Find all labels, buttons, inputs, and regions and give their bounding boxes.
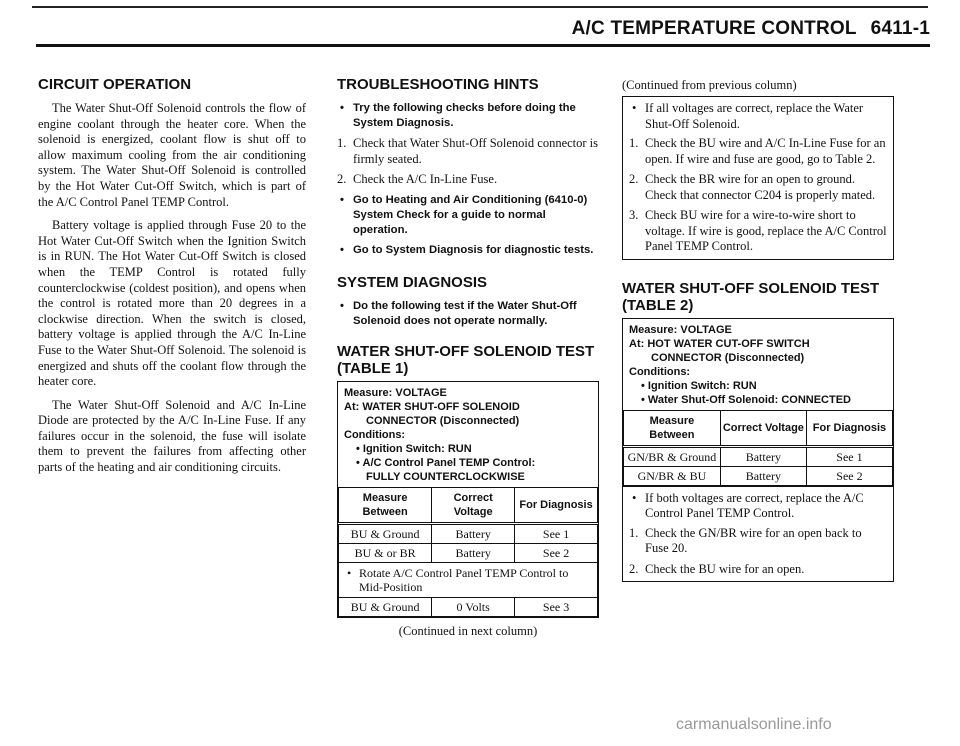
paragraph: The Water Shut-Off Solenoid and A/C In-Line Diode are protected by the A/C In-Line Fuse. If any failures occur in the solenoid, the fuse will isolate them to prevent the failures from affecting other parts of the heating and air conditioning circuits.: [38, 397, 306, 475]
watermark: carmanualsonline.info: [676, 716, 832, 733]
table1-grid: [338, 487, 598, 617]
header-correct-voltage: Correct Voltage: [720, 410, 806, 446]
page-number: 6411-1: [870, 18, 930, 39]
hint-bullet: • Try the following checks before doing the System Diagnosis.: [340, 102, 576, 129]
cell: See 2: [806, 466, 892, 485]
result-text: If all voltages are correct, replace the Water Shut-Off Solenoid.: [645, 101, 864, 131]
table-note-row: [339, 562, 598, 597]
hint-bullet: • Go to System Diagnosis for diagnostic tests.: [340, 243, 594, 256]
note-text: Rotate A/C Control Panel TEMP Control to Mid-Position: [359, 565, 569, 594]
system-diagnosis-heading: SYSTEM DIAGNOSIS: [337, 273, 488, 291]
step-item: [629, 172, 887, 203]
table2-heading: WATER SHUT-OFF SOLENOID TEST (TABLE 2): [622, 279, 880, 314]
table-row: [339, 543, 598, 562]
measure-label: Measure: VOLTAGE: [344, 386, 447, 399]
continued-prev-note: (Continued from previous column): [622, 78, 797, 92]
circuit-operation-column: [38, 76, 306, 484]
table1-heading: WATER SHUT-OFF SOLENOID TEST (TABLE 1): [337, 342, 595, 377]
step-number: 2.: [629, 561, 639, 576]
cell: Battery: [432, 523, 515, 543]
cell: BU & or BR: [339, 543, 432, 562]
step-number: 1.: [337, 136, 347, 150]
header-measure-between: Measure Between: [339, 487, 432, 523]
condition-item: • Water Shut-Off Solenoid: CONNECTED: [641, 393, 851, 406]
table2-spec: [623, 319, 893, 410]
cell: Battery: [720, 446, 806, 466]
cell: GN/BR & Ground: [624, 446, 721, 466]
header-measure-between: Measure Between: [624, 410, 721, 446]
at-label: At: HOT WATER CUT-OFF SWITCH: [629, 337, 810, 350]
test-table-2: [622, 318, 894, 583]
condition-item: FULLY COUNTERCLOCKWISE: [366, 470, 525, 483]
cell: See 3: [515, 597, 598, 616]
diagnosis-bullet: • Do the following test if the Water Shut-Off Solenoid does not operate normally.: [340, 299, 577, 327]
table-row: [624, 446, 893, 466]
connector-label: CONNECTOR (Disconnected): [651, 351, 805, 364]
diagnosis-text: Do the following test if the Water Shut-Off Solenoid does not operate normally.: [353, 299, 577, 327]
step-item: [629, 208, 887, 255]
hint-text: Go to Heating and Air Conditioning (6410-0) System Check for a guide to normal operation.: [353, 193, 588, 236]
cell: See 2: [515, 543, 598, 562]
cell: Battery: [432, 543, 515, 562]
step-number: 1.: [629, 136, 639, 150]
step-item: [629, 526, 887, 557]
table-row: [624, 466, 893, 485]
cell: See 1: [515, 523, 598, 543]
conditions-label: Conditions:: [344, 428, 406, 441]
step-number: 1.: [629, 525, 639, 540]
result-bullet: • If both voltages are correct, replace the A/C Control Panel TEMP Control.: [632, 490, 864, 520]
step-item: [629, 562, 887, 578]
header-for-diagnosis: For Diagnosis: [806, 410, 892, 446]
header-for-diagnosis: For Diagnosis: [515, 487, 598, 523]
test-table-1: [337, 381, 599, 618]
page-title: A/C TEMPERATURE CONTROL: [571, 18, 857, 39]
cell: 0 Volts: [432, 597, 515, 616]
step-number: 2.: [629, 172, 639, 186]
cell: BU & Ground: [339, 597, 432, 616]
condition-item: • A/C Control Panel TEMP Control:: [356, 456, 536, 469]
step-text: Check that Water Shut-Off Solenoid connector is firmly seated.: [353, 136, 599, 166]
paragraph: The Water Shut-Off Solenoid controls the flow of engine coolant through the heater core. When the solenoid is energized, coolant flow is shut off to allow maximum cooling from the air conditioning system. The Water Shut-Off Solenoid is controlled by the Hot Water Cut-Off Switch, which is part of the A/C Control Panel TEMP Control.: [38, 101, 306, 209]
step-number: 2.: [337, 172, 347, 186]
step-text: Check the BU wire and A/C In-Line Fuse for an open. If wire and fuse are good, go to Table 2.: [645, 136, 886, 166]
header-correct-voltage: Correct Voltage: [432, 487, 515, 523]
step-text: Check the GN/BR wire for an open back to Fuse 20.: [645, 525, 862, 555]
step-number: 3.: [629, 208, 639, 222]
step-text: Check the BU wire for an open.: [645, 561, 805, 576]
table-row: [339, 523, 598, 543]
step-text: Check BU wire for a wire-to-wire short to voltage. If wire is good, replace the A/C Control Panel TEMP Control.: [645, 208, 887, 253]
conditions-label: Conditions:: [629, 365, 691, 378]
connector-label: CONNECTOR (Disconnected): [366, 414, 520, 427]
circuit-operation-heading: CIRCUIT OPERATION: [38, 76, 192, 93]
table1-spec: [338, 382, 598, 487]
at-label: At: WATER SHUT-OFF SOLENOID: [344, 400, 520, 413]
step-item: [629, 136, 887, 167]
table2-grid: [623, 410, 893, 486]
result-bullet: • If all voltages are correct, replace the Water Shut-Off Solenoid.: [632, 101, 864, 131]
diagnosis-box-1: [622, 96, 894, 260]
hint-bullet: • Go to Heating and Air Conditioning (6410-0) System Check for a guide to normal operation.: [340, 193, 588, 236]
hint-text: Try the following checks before doing the System Diagnosis.: [353, 102, 576, 129]
hint-text: Go to System Diagnosis for diagnostic tests.: [353, 243, 594, 256]
page-header: [560, 18, 930, 40]
table2-results: [623, 486, 893, 582]
condition-item: • Ignition Switch: RUN: [356, 442, 472, 455]
cell: See 1: [806, 446, 892, 466]
step-text: Check the BR wire for an open to ground. Check that connector C204 is properly mated.: [645, 172, 876, 202]
continued-column: [622, 78, 894, 582]
top-border-line: [32, 6, 928, 8]
cell: BU & Ground: [339, 523, 432, 543]
step-text: Check the A/C In-Line Fuse.: [353, 172, 498, 186]
paragraph: Battery voltage is applied through Fuse 20 to the Hot Water Cut-Off Switch when the Ignition Switch is in RUN. The Hot Water Cut-Off Switch is closed when the TEMP Control is rotated fully counterclockwise (coldest position), and opens when the control is rotated more than 20 degrees in a clockwise direction. When the switch is closed, battery voltage is applied through the A/C In-Line Fuse to the Water Shut-Off Solenoid. The solenoid is energized and shuts off the coolant flow through the heater core.: [38, 218, 306, 389]
table-header-row: [624, 410, 893, 446]
header-rule: [36, 44, 930, 47]
step-item: [337, 172, 599, 188]
table-row: [339, 597, 598, 616]
result-text: If both voltages are correct, replace the A/C Control Panel TEMP Control.: [645, 490, 864, 520]
measure-label: Measure: VOLTAGE: [629, 323, 732, 336]
cell: Battery: [720, 466, 806, 485]
condition-item: • Ignition Switch: RUN: [641, 379, 757, 392]
troubleshooting-column: [337, 76, 599, 639]
step-item: [337, 136, 599, 167]
troubleshooting-heading: TROUBLESHOOTING HINTS: [337, 76, 539, 93]
continued-next-note: (Continued in next column): [398, 623, 538, 638]
cell: GN/BR & BU: [624, 466, 721, 485]
table-header-row: [339, 487, 598, 523]
note-cell: • Rotate A/C Control Panel TEMP Control to Mid-Position: [339, 562, 598, 597]
